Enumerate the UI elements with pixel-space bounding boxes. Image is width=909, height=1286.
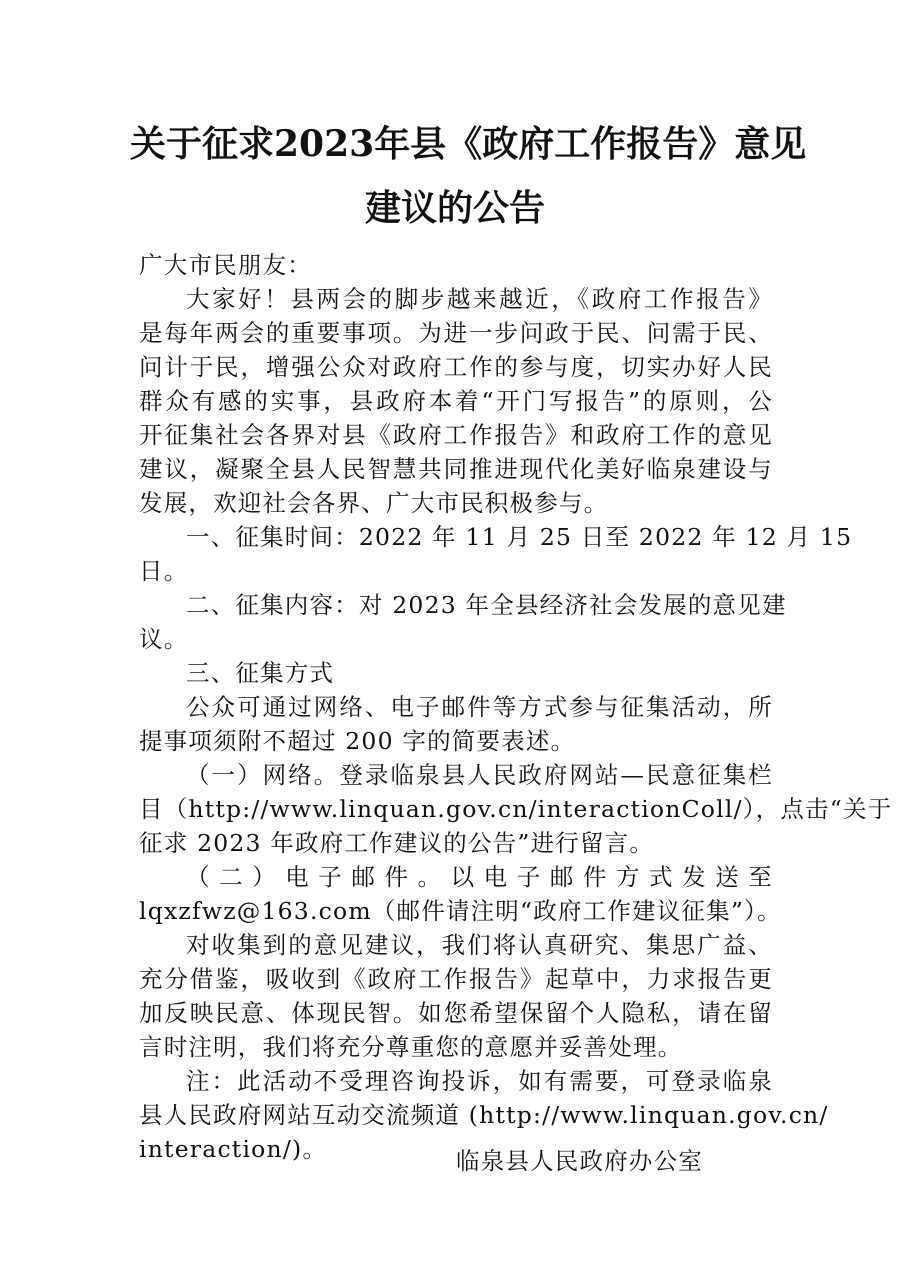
- paragraph-line: 加反映民意、体现民智。如您希望保留个人隐私，请在留: [139, 999, 773, 1027]
- paragraph-line: interaction/)。: [139, 1135, 328, 1163]
- paragraph-line: 提事项须附不超过 200 字的简要表述。: [139, 727, 576, 755]
- paragraph-line: 群众有感的实事，县政府本着“开门写报告”的原则，公: [139, 387, 773, 415]
- paragraph-line: 是每年两会的重要事项。为进一步问政于民、问需于民、: [139, 319, 773, 347]
- paragraph-line: 开征集社会各界对县《政府工作报告》和政府工作的意见: [139, 421, 773, 449]
- paragraph-line: 充分借鉴，吸收到《政府工作报告》起草中，力求报告更: [139, 965, 773, 993]
- paragraph-line: 县人民政府网站互动交流频道 (http://www.linquan.gov.cn/: [139, 1101, 829, 1129]
- paragraph-line: 大家好！县两会的脚步越来越近，《政府工作报告》: [186, 285, 773, 313]
- paragraph-line: 问计于民，增强公众对政府工作的参与度，切实办好人民: [139, 353, 773, 381]
- signature: 临泉县人民政府办公室: [456, 1147, 703, 1175]
- paragraph-line: 言时注明，我们将充分尊重您的意愿并妥善处理。: [139, 1033, 683, 1061]
- paragraph-line: 建议，凝聚全县人民智慧共同推进现代化美好临泉建设与: [139, 455, 773, 483]
- paragraph-line: 征求 2023 年政府工作建议的公告”进行留言。: [139, 829, 655, 857]
- body-text: [139, 282, 893, 1166]
- paragraph-line: 公众可通过网络、电子邮件等方式参与征集活动，所: [186, 693, 773, 721]
- paragraph-line: （二）电子邮件。以电子邮件方式发送至: [186, 863, 773, 891]
- salutation: 广大市民朋友：: [139, 251, 312, 279]
- document-title-line-1: 关于征求2023年县《政府工作报告》意见: [130, 123, 807, 165]
- paragraph-line: 注：此活动不受理咨询投诉，如有需要，可登录临泉: [186, 1067, 773, 1095]
- paragraph-line: 二、征集内容：对 2023 年全县经济社会发展的意见建: [186, 591, 787, 619]
- paragraph-line: （一）网络。登录临泉县人民政府网站—民意征集栏: [186, 761, 773, 789]
- paragraph-line: 日。: [139, 557, 189, 585]
- paragraph-line: 对收集到的意见建议，我们将认真研究、集思广益、: [186, 931, 773, 959]
- paragraph-line: 一、征集时间：2022 年 11 月 25 日至 2022 年 12 月 15: [186, 523, 853, 551]
- document-title-line-2: 建议的公告: [364, 187, 545, 229]
- paragraph-line: 目（http://www.linquan.gov.cn/interactionColl/），点击“关于: [139, 795, 893, 823]
- paragraph-line: 议。: [139, 625, 189, 653]
- paragraph-line: lqxzfwz@163.com（邮件请注明“政府工作建议征集”）。: [139, 897, 782, 925]
- section-heading: 三、征集方式: [186, 659, 335, 687]
- paragraph-line: 发展，欢迎社会各界、广大市民积极参与。: [139, 489, 609, 517]
